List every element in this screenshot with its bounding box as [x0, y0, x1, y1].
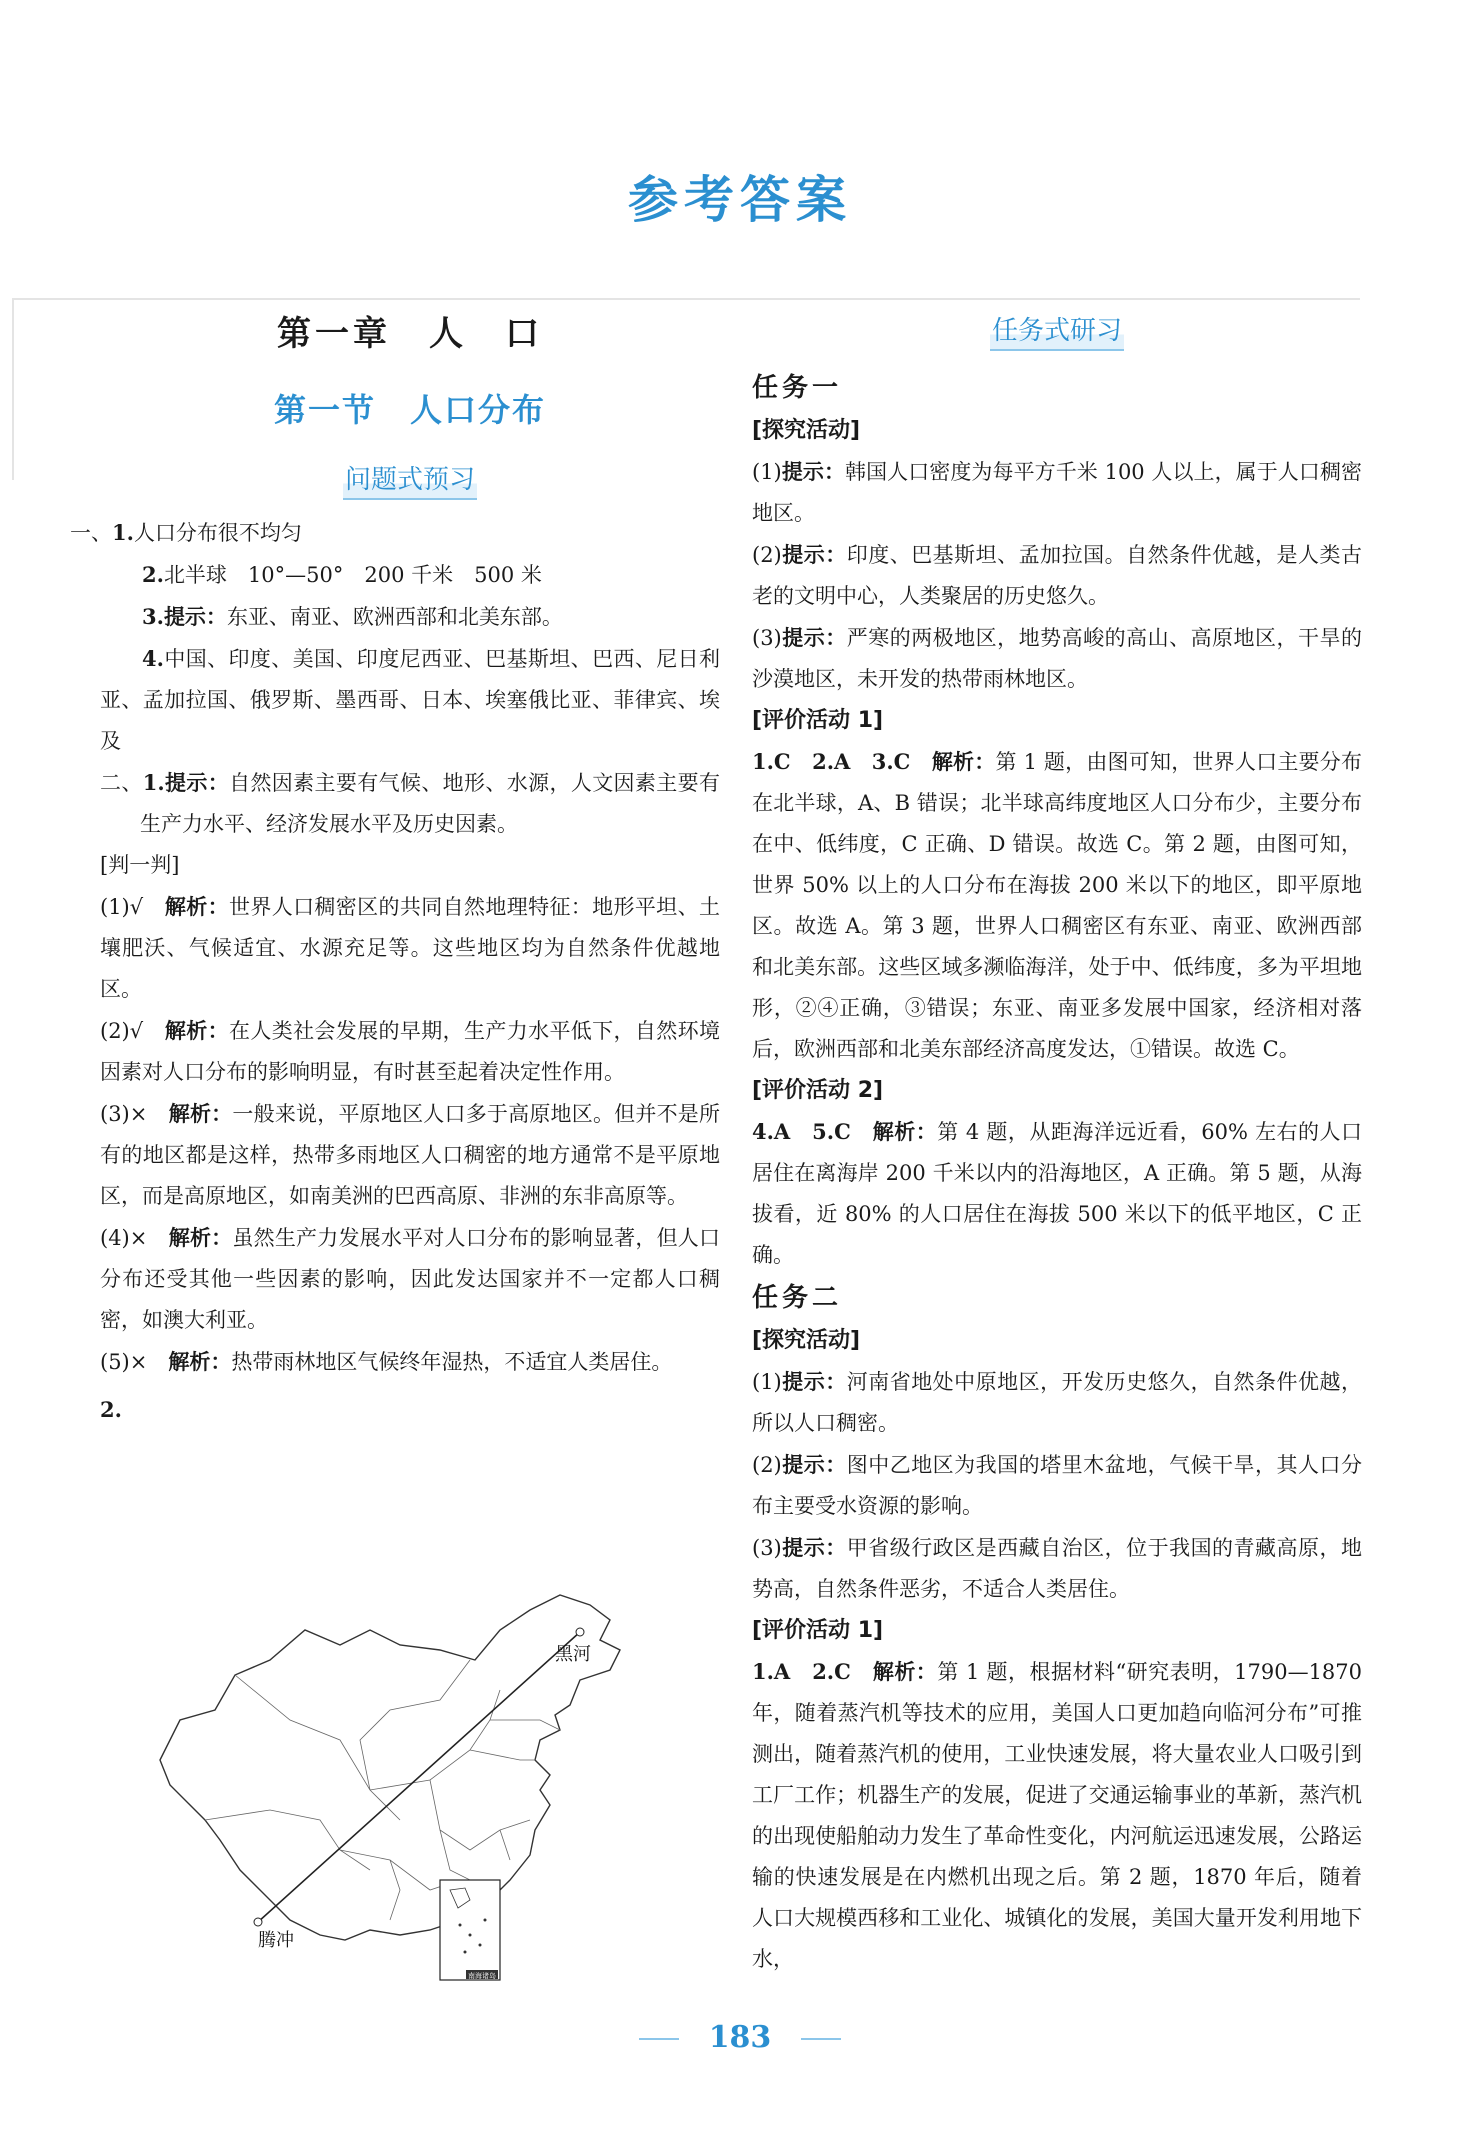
- j1-text: 世界人口稠密区的共同自然地理特征：地形平坦、土壤肥沃、气候适宜、水源充足等。这些地区均为自然条件优越地区。: [100, 895, 721, 1001]
- q2-1-text: 自然因素主要有气候、地形、水源，人文因素主要有生产力水平、经济发展水平及历史因素。: [140, 771, 720, 836]
- page-number-dash-left: [639, 2038, 679, 2040]
- q1-4-num: 4.: [142, 646, 164, 671]
- chapter-title: 第一章 人 口: [277, 314, 543, 354]
- q2-item-1: [70, 762, 720, 845]
- e2-1-num: (1): [752, 1370, 782, 1394]
- j2-text: 在人类社会发展的早期，生产力水平低下，自然环境因素对人口分布的影响明显，有时甚至起着决定性作用。: [100, 1019, 721, 1084]
- ev3-text: 第 1 题，根据材料“研究表明，1790—1870 年，随着蒸汽机等技术的应用，美国人口更加趋向临河分布”可推测出，随着蒸汽机的使用，工业快速发展，将大量农业人口吸引到工厂工作；机器生产的发展，促进了交通运输事业的革新，蒸汽机的出现使船舶动力发生了革命性变化，内河航运迅速发展，公路运输的快速发展是在内燃机出现之后。第 2 题，1870 年后，随着人口大规模西移和工业化、城镇化的发展，美国大量开发利用地下水，: [752, 1660, 1363, 1971]
- judge-item-5: [100, 1341, 720, 1383]
- q2-2-num: 2.: [100, 1397, 122, 1422]
- j5-mark: (5)×: [100, 1350, 169, 1374]
- j3-label: 解析：: [168, 1101, 233, 1126]
- task-tag: [752, 298, 1362, 366]
- q1-item-3: [100, 596, 720, 638]
- q1-3-text: 东亚、南亚、欧洲西部和北美东部。: [226, 605, 563, 629]
- explore-2-heading: [探究活动]: [752, 1328, 861, 1353]
- page-number-value: 183: [708, 2020, 772, 2055]
- judge-item-2: [100, 1010, 720, 1093]
- left-divider: [12, 300, 14, 480]
- ev2-answers: 4.A 5.C: [752, 1119, 873, 1144]
- explore-2-item-3: [752, 1527, 1362, 1610]
- eval-1-answer: [752, 741, 1362, 1070]
- explore-2-item-1: [752, 1361, 1362, 1444]
- inset-label: 南海诸岛: [468, 1972, 496, 1980]
- j5-text: 热带雨林地区气候终年湿热，不适宜人类居住。: [231, 1350, 673, 1374]
- ev1-label: 解析：: [931, 749, 996, 774]
- judge-item-3: [100, 1093, 720, 1217]
- left-column: [70, 298, 721, 1431]
- e1-3-text: 严寒的两极地区，地势高峻的高山、高原地区，干旱的沙漠地区，未开发的热带雨林地区。: [752, 626, 1363, 691]
- e2-2-hint: 提示：: [781, 1452, 847, 1477]
- ev3-answers: 1.A 2.C: [752, 1659, 873, 1684]
- q1-item-4: [100, 638, 720, 762]
- q2-1-num: 1.: [142, 770, 165, 795]
- q1-4-text: 中国、印度、美国、印度尼西亚、巴基斯坦、巴西、尼日利亚、孟加拉国、俄罗斯、墨西哥、日本、埃塞俄比亚、菲律宾、埃及: [100, 647, 720, 753]
- j2-label: 解析：: [164, 1018, 229, 1043]
- section-title: 第一节 人口分布: [273, 391, 546, 429]
- eval-2-heading: [评价活动 2]: [752, 1078, 884, 1103]
- q1-3-hint: 提示：: [163, 604, 227, 629]
- j5-label: 解析：: [168, 1349, 232, 1374]
- heihe-point: [576, 1628, 584, 1636]
- j4-text: 虽然生产力发展水平对人口分布的影响显著，但人口分布还受其他一些因素的影响，因此发达国家并不一定都人口稠密，如澳大利亚。: [100, 1226, 721, 1332]
- page-number: [0, 2020, 1480, 2055]
- e1-1-hint: 提示：: [781, 459, 846, 484]
- q1-2-text: 北半球 10°—50° 200 千米 500 米: [163, 563, 542, 587]
- j1-mark: (1)√: [100, 895, 165, 919]
- e2-2-num: (2): [752, 1453, 782, 1477]
- judge-heading: [判一判]: [100, 853, 180, 877]
- judge-item-1: [100, 886, 720, 1010]
- q1-3-num: 3.: [142, 604, 164, 629]
- j3-mark: (3)×: [100, 1102, 169, 1126]
- e1-2-num: (2): [752, 543, 782, 567]
- explore-1-item-2: [752, 534, 1362, 617]
- q1-1-num: 1.: [112, 520, 134, 545]
- explore-1-item-1: [752, 451, 1362, 534]
- e2-3-text: 甲省级行政区是西藏自治区，位于我国的青藏高原，地势高，自然条件恶劣，不适合人类居住。: [752, 1536, 1363, 1601]
- china-map-figure: [140, 1590, 700, 1990]
- task-2-heading: 任务二: [752, 1283, 843, 1313]
- explore-1-heading: [探究活动]: [752, 418, 861, 443]
- tengchong-point: [254, 1918, 262, 1926]
- preview-tag-label: 问题式预习: [343, 462, 477, 500]
- eval-3-answer: [752, 1651, 1362, 1980]
- q1-2-num: 2.: [142, 562, 164, 587]
- eval-3-heading: [评价活动 1]: [752, 1618, 884, 1643]
- e1-1-text: 韩国人口密度为每平方千米 100 人以上，属于人口稠密地区。: [752, 460, 1363, 525]
- q2-label: 二、: [100, 771, 143, 795]
- eval-2-answer: [752, 1111, 1362, 1276]
- e1-3-num: (3): [752, 626, 782, 650]
- ev1-text: 第 1 题，由图可知，世界人口主要分布在北半球，A、B 错误；北半球高纬度地区人口分布少，主要分布在中、低纬度，C 正确、D 错误。故选 C。第 2 题，由图可知，世界 50% 以上的人口分布在海拔 200 米以下的地区，即平原地区。故选 A。第 3 题，世界人口稠密区有东亚、南亚、欧洲西部和北美东部。这些区域多濒临海洋，处于中、低纬度，多为平坦地形，②④正确，③错误；东亚、南亚多发展中国家，经济相对落后，欧洲西部和北美东部经济高度发达，①错误。故选 C。: [752, 750, 1362, 1061]
- task-1-heading: 任务一: [752, 373, 843, 403]
- j4-label: 解析：: [168, 1225, 233, 1250]
- page-number-dash-right: [801, 2038, 841, 2040]
- explore-1-item-3: [752, 617, 1362, 700]
- e2-1-hint: 提示：: [781, 1369, 847, 1394]
- q1-item-1: [70, 512, 720, 554]
- q2-1-hint: 提示：: [164, 770, 230, 795]
- q1-item-2: [100, 554, 720, 596]
- ev1-answers: 1.C 2.A 3.C: [752, 749, 932, 774]
- q2-item-2: [100, 1389, 720, 1431]
- eval-1-heading: [评价活动 1]: [752, 708, 884, 733]
- china-outline: [160, 1595, 620, 1940]
- e2-3-hint: 提示：: [781, 1535, 847, 1560]
- heihe-tengchong-line: [258, 1632, 580, 1922]
- right-column: [752, 298, 1362, 1980]
- south-china-sea-inset: [440, 1880, 500, 1980]
- q1-label: 一、: [70, 521, 112, 545]
- e2-2-text: 图中乙地区为我国的塔里木盆地，气候干旱，其人口分布主要受水资源的影响。: [752, 1453, 1363, 1518]
- task-tag-label: 任务式研习: [990, 313, 1124, 351]
- j4-mark: (4)×: [100, 1226, 169, 1250]
- q1-1-text: 人口分布很不均匀: [133, 521, 302, 545]
- j1-label: 解析：: [164, 894, 229, 919]
- heihe-label: 黑河: [555, 1644, 591, 1665]
- e1-1-num: (1): [752, 460, 782, 484]
- j2-mark: (2)√: [100, 1019, 165, 1043]
- j3-text: 一般来说，平原地区人口多于高原地区。但并不是所有的地区都是这样，热带多雨地区人口稠密的地方通常不是平原地区，而是高原地区，如南美洲的巴西高原、非洲的东非高原等。: [100, 1102, 721, 1208]
- e2-3-num: (3): [752, 1536, 782, 1560]
- ev2-label: 解析：: [872, 1119, 938, 1144]
- e1-3-hint: 提示：: [781, 625, 847, 650]
- e2-1-text: 河南省地处中原地区，开发历史悠久，自然条件优越，所以人口稠密。: [752, 1370, 1363, 1435]
- tengchong-label: 腾冲: [258, 1930, 294, 1951]
- judge-item-4: [100, 1217, 720, 1341]
- page-title: 参考答案: [628, 171, 852, 229]
- e1-2-hint: 提示：: [781, 542, 847, 567]
- e1-2-text: 印度、巴基斯坦、孟加拉国。自然条件优越，是人类古老的文明中心，人类聚居的历史悠久。: [752, 543, 1363, 608]
- explore-2-item-2: [752, 1444, 1362, 1527]
- ev3-label: 解析：: [872, 1659, 938, 1684]
- preview-tag: [100, 450, 720, 512]
- ev2-text: 第 4 题，从距海洋远近看，60% 左右的人口居住在离海岸 200 千米以内的沿海地区，A 正确。第 5 题，从海拔看，近 80% 的人口居住在海拔 500 米以下的低平地区，C 正确。: [752, 1120, 1363, 1267]
